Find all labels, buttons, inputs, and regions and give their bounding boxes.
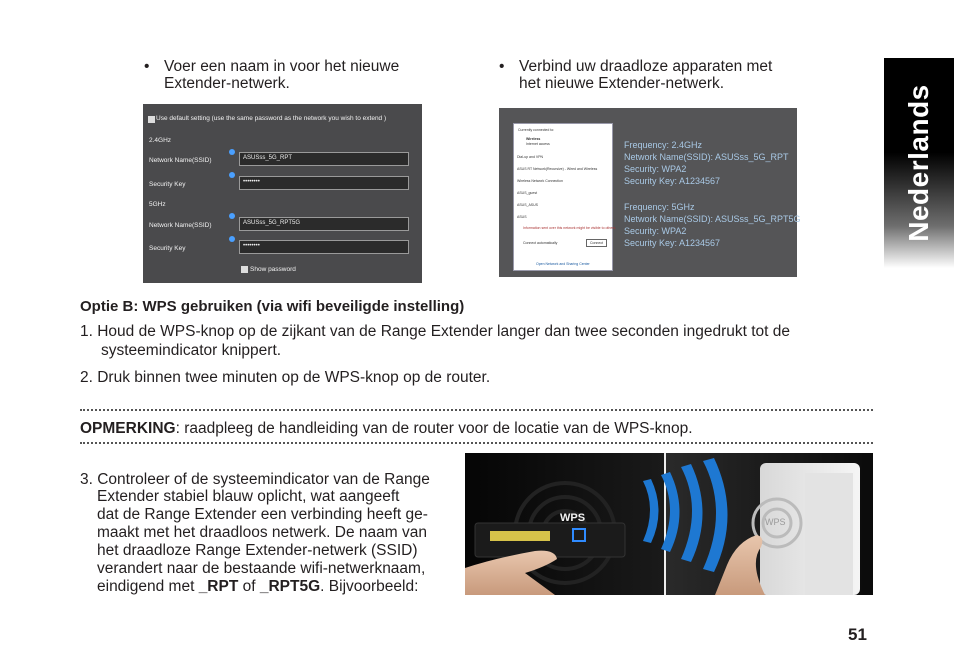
language-tab bbox=[884, 58, 954, 268]
section-heading: Optie B: WPS gebruiken (via wifi beveiligde instelling) bbox=[80, 298, 465, 315]
ssid-5-label: Network Name(SSID) bbox=[149, 222, 212, 229]
info-line-8: Security Key: A1234567 bbox=[624, 238, 721, 248]
info-icon bbox=[229, 172, 235, 178]
info-line-4: Security Key: A1234567 bbox=[624, 176, 721, 186]
wps-illustration bbox=[465, 453, 873, 595]
key-24-value: •••••••• bbox=[243, 179, 260, 185]
right-bullet-line2: het nieuwe Extender-netwerk. bbox=[519, 75, 725, 92]
page-number: 51 bbox=[848, 625, 867, 644]
bullet-dot: • bbox=[144, 58, 150, 75]
wps-photo bbox=[465, 453, 873, 595]
key-24-field[interactable] bbox=[239, 176, 409, 190]
step-3-line6: verandert naar de bestaande wifi-netwerknaam, bbox=[97, 560, 426, 577]
wifi-dialup: Dial-up and VPN bbox=[517, 155, 544, 159]
wifi-item-3[interactable]: ASUS bbox=[517, 215, 527, 219]
rpt5g-suffix: _RPT5G bbox=[259, 578, 321, 595]
key-24-label: Security Key bbox=[149, 181, 186, 188]
info-line-7: Security: WPA2 bbox=[624, 226, 687, 236]
wifi-access-item[interactable]: ASUS RT Network(Recursive) - Wired and Wireless bbox=[517, 167, 598, 171]
wifi-connect-button[interactable]: Connect bbox=[586, 239, 607, 247]
key-5-value: •••••••• bbox=[243, 243, 260, 249]
note-divider-bottom bbox=[80, 442, 873, 444]
step-3-of: of bbox=[238, 578, 260, 595]
note-divider-top bbox=[80, 409, 873, 411]
show-password-checkbox[interactable] bbox=[241, 266, 248, 273]
wifi-item-1[interactable]: ASUS_guest bbox=[517, 191, 538, 195]
step-2: 2. Druk binnen twee minuten op de WPS-knop op de router. bbox=[80, 369, 491, 386]
info-icon bbox=[229, 149, 235, 155]
info-icon bbox=[229, 236, 235, 242]
info-icon bbox=[229, 213, 235, 219]
band-24-label: 2.4GHz bbox=[149, 137, 172, 144]
wps-label-left: WPS bbox=[560, 512, 586, 524]
router-ports bbox=[490, 531, 550, 541]
note-label: OPMERKING bbox=[80, 420, 176, 437]
step-3-line4: maakt met het draadloos netwerk. De naam van bbox=[97, 524, 427, 541]
left-bullet-line2: Extender-netwerk. bbox=[164, 75, 290, 92]
ssid-5-field[interactable] bbox=[239, 217, 409, 231]
settings-screenshot bbox=[143, 104, 422, 283]
step-3-prefix: eindigend met bbox=[97, 578, 199, 595]
step-1-line1: 1. Houd de WPS-knop op de zijkant van de Range Extender langer dan twee seconden ingedrukt tot de bbox=[80, 323, 791, 340]
wifi-header: Currently connected to: bbox=[518, 128, 555, 132]
default-setting-checkbox[interactable] bbox=[148, 116, 155, 123]
wps-label-right: WPS bbox=[765, 517, 786, 527]
wifi-item-2[interactable]: ASUS_ASUS bbox=[517, 203, 539, 207]
show-password-label: Show password bbox=[250, 266, 296, 273]
left-bullet-line1: Voer een naam in voor het nieuwe bbox=[164, 58, 400, 75]
ssid-5-value: ASUSss_5G_RPT5G bbox=[243, 220, 301, 226]
wifi-footer-link[interactable]: Open Network and Sharing Center bbox=[536, 262, 590, 266]
bullet-dot: • bbox=[499, 58, 505, 75]
key-5-field[interactable] bbox=[239, 240, 409, 254]
step-3-line5: het draadloze Range Extender-netwerk (SSID) bbox=[97, 542, 418, 559]
rpt-suffix: _RPT bbox=[198, 578, 239, 595]
info-line-5: Frequency: 5GHz bbox=[624, 202, 695, 212]
note-text: : raadpleeg de handleiding van de router voor de locatie van de WPS-knop. bbox=[175, 420, 693, 437]
info-line-3: Security: WPA2 bbox=[624, 164, 687, 174]
info-line-6: Network Name(SSID): ASUSss_5G_RPT5G bbox=[624, 214, 801, 224]
wifi-connected-network: Wireless bbox=[526, 137, 541, 141]
wifi-network-list bbox=[513, 123, 617, 271]
default-setting-label: Use default setting (use the same password as the network you wish to extend ) bbox=[156, 115, 387, 122]
wifi-screenshot bbox=[499, 108, 801, 277]
key-5-label: Security Key bbox=[149, 245, 186, 252]
band-5-label: 5GHz bbox=[149, 201, 166, 208]
ssid-24-value: ASUSss_5G_RPT bbox=[243, 155, 293, 161]
language-tab-label: Nederlands bbox=[903, 84, 934, 242]
step-3-line1: 3. Controleer of de systeemindicator van de Range bbox=[80, 471, 430, 488]
wifi-connected-sub: Internet access bbox=[526, 142, 550, 146]
wifi-warning: Information sent over this network might be visible to others. bbox=[523, 226, 617, 230]
step-1-line2: systeemindicator knippert. bbox=[101, 342, 282, 359]
step-3-suffix: . Bijvoorbeeld: bbox=[320, 578, 419, 595]
note-paragraph bbox=[80, 420, 693, 437]
left-bullet bbox=[144, 58, 400, 92]
info-line-2: Network Name(SSID): ASUSss_5G_RPT bbox=[624, 152, 789, 162]
step-3-line7 bbox=[97, 578, 418, 595]
ssid-24-field[interactable] bbox=[239, 152, 409, 166]
extender-panel bbox=[805, 473, 853, 595]
right-bullet bbox=[499, 58, 773, 92]
step-3-line3: dat de Range Extender een verbinding heeft ge- bbox=[97, 506, 428, 523]
right-bullet-line1: Verbind uw draadloze apparaten met bbox=[519, 58, 773, 75]
info-line-1: Frequency: 2.4GHz bbox=[624, 140, 703, 150]
wifi-auto-connect[interactable]: Connect automatically bbox=[523, 241, 558, 245]
wifi-section: Wireless Network Connection bbox=[517, 179, 563, 183]
ssid-24-label: Network Name(SSID) bbox=[149, 157, 212, 164]
step-3-line2: Extender stabiel blauw oplicht, wat aangeeft bbox=[97, 488, 400, 505]
